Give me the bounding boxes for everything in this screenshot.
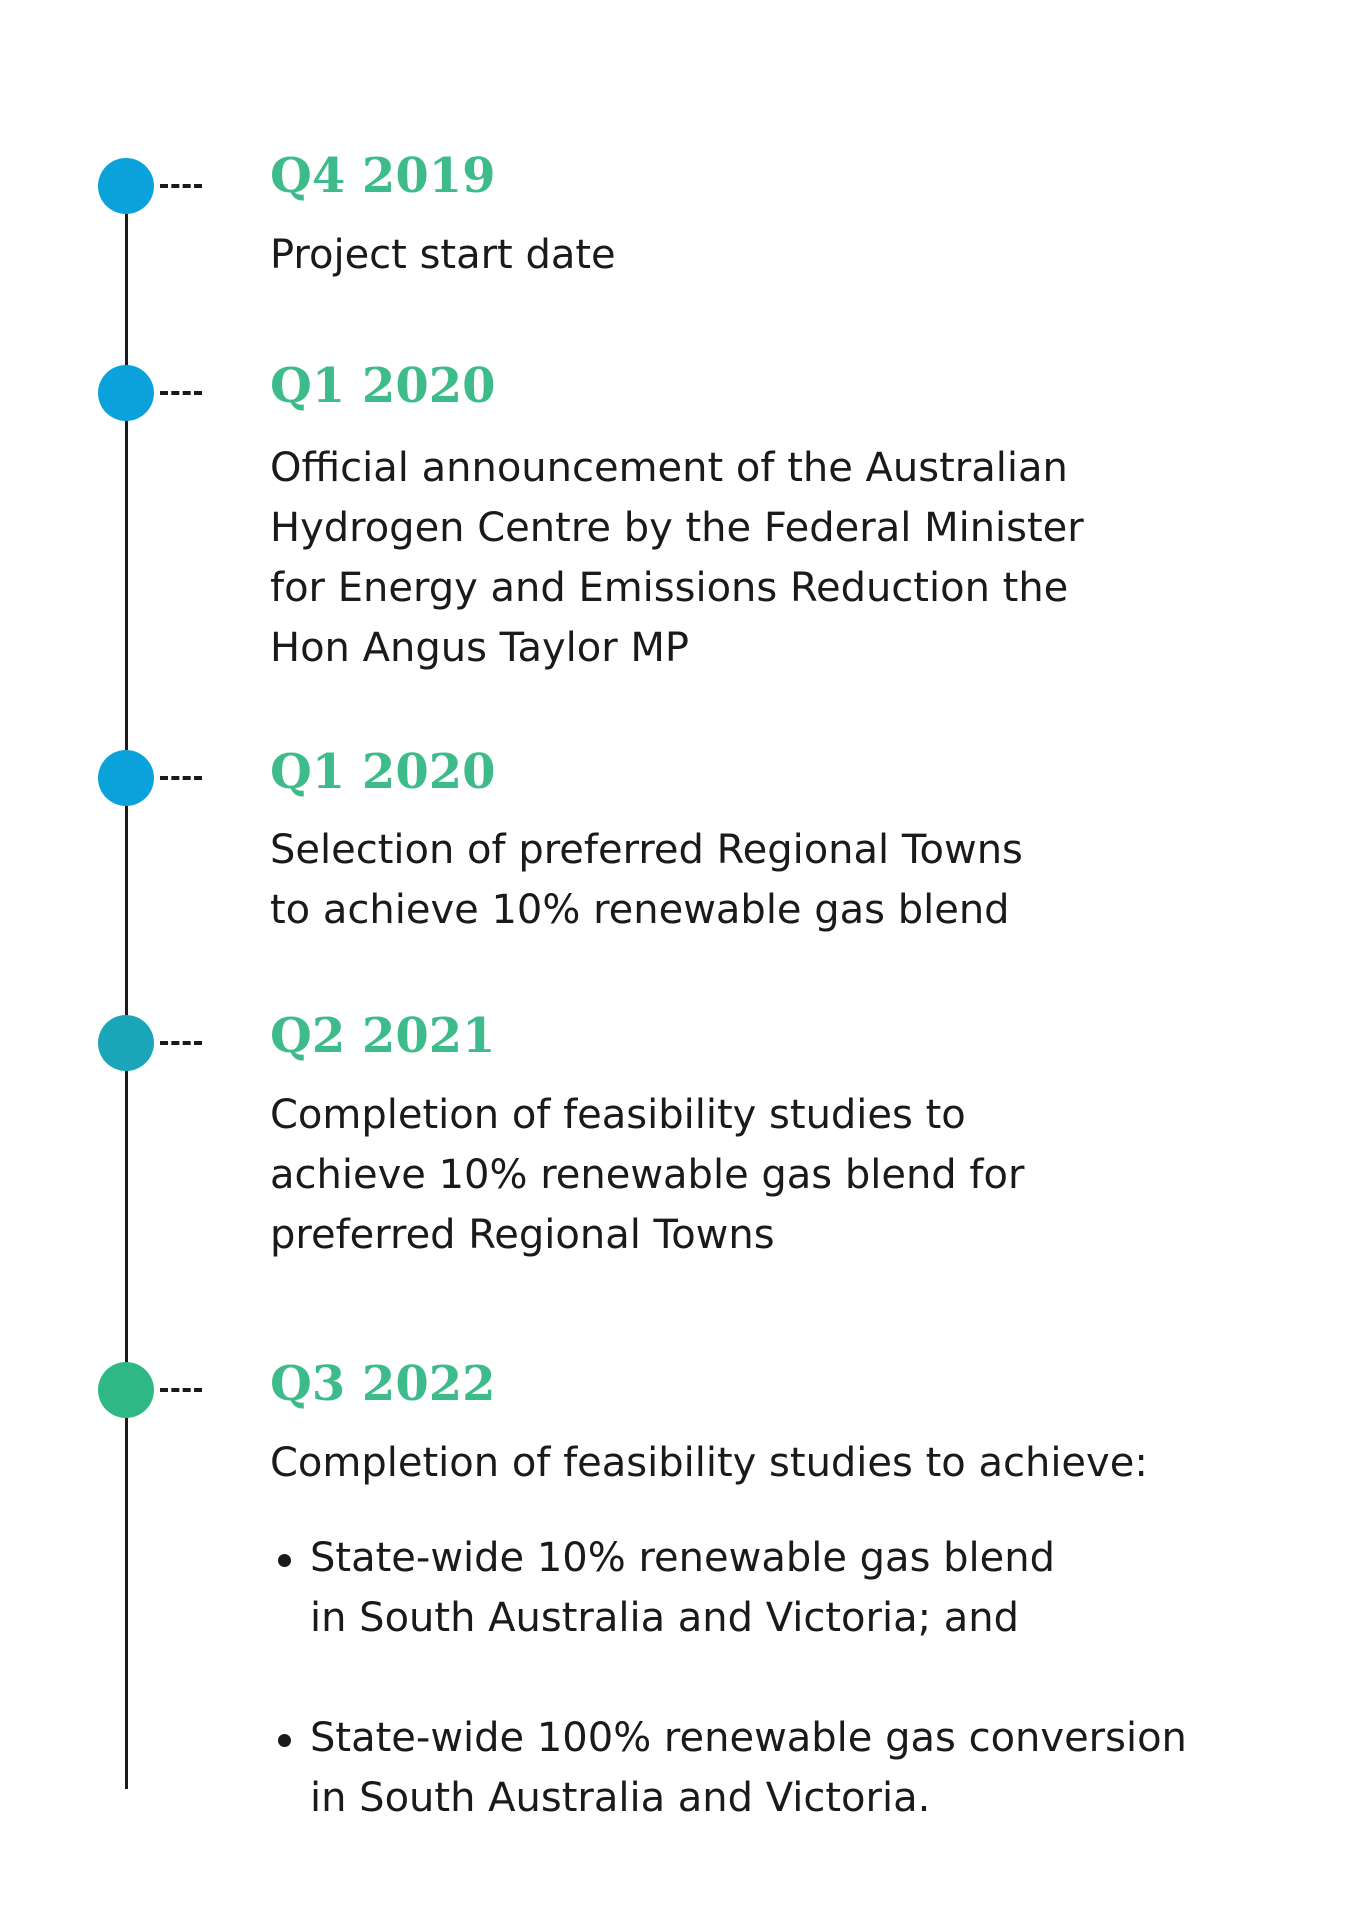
description-line: Hon Angus Taylor MP xyxy=(270,625,690,671)
milestone-dot xyxy=(98,1015,154,1071)
description-line: to achieve 10% renewable gas blend xyxy=(270,887,1010,933)
bullet-list xyxy=(270,1528,1187,1828)
bullet-line: State-wide 10% renewable gas blend xyxy=(310,1535,1055,1581)
milestone-description xyxy=(270,820,1023,940)
milestone-date: Q4 2019 xyxy=(270,148,496,204)
milestone-date: Q3 2022 xyxy=(270,1356,496,1412)
description-line: achieve 10% renewable gas blend for xyxy=(270,1152,1025,1198)
bullet-line: State-wide 100% renewable gas conversion xyxy=(310,1715,1187,1761)
description-line: preferred Regional Towns xyxy=(270,1212,775,1258)
milestone-dot xyxy=(98,158,154,214)
milestone-date: Q1 2020 xyxy=(270,358,496,414)
description-line: Completion of feasibility studies to xyxy=(270,1092,966,1138)
description-line: Hydrogen Centre by the Federal Minister xyxy=(270,505,1084,551)
connector-dashes xyxy=(160,1388,202,1392)
milestone-description xyxy=(270,1433,1148,1493)
connector-dashes xyxy=(160,391,202,395)
milestone-dot xyxy=(98,750,154,806)
bullet-icon xyxy=(278,1734,291,1747)
bullet-item xyxy=(270,1528,1187,1648)
connector-dashes xyxy=(160,776,202,780)
bullet-item xyxy=(270,1708,1187,1828)
bullet-line: in South Australia and Victoria. xyxy=(310,1775,931,1821)
description-line: Project start date xyxy=(270,232,616,278)
milestone-date: Q1 2020 xyxy=(270,744,496,800)
milestone-description xyxy=(270,438,1084,678)
description-line: Selection of preferred Regional Towns xyxy=(270,827,1023,873)
description-line: Completion of feasibility studies to achieve: xyxy=(270,1440,1148,1486)
description-line: for Energy and Emissions Reduction the xyxy=(270,565,1069,611)
description-line: Official announcement of the Australian xyxy=(270,445,1068,491)
bullet-line: in South Australia and Victoria; and xyxy=(310,1595,1020,1641)
connector-dashes xyxy=(160,184,202,188)
milestone-dot xyxy=(98,1362,154,1418)
connector-dashes xyxy=(160,1041,202,1045)
milestone-description xyxy=(270,1085,1024,1265)
milestone-date: Q2 2021 xyxy=(270,1008,496,1064)
milestone-description xyxy=(270,225,616,285)
timeline-line xyxy=(125,182,128,1789)
milestone-dot xyxy=(98,365,154,421)
bullet-icon xyxy=(278,1554,291,1567)
